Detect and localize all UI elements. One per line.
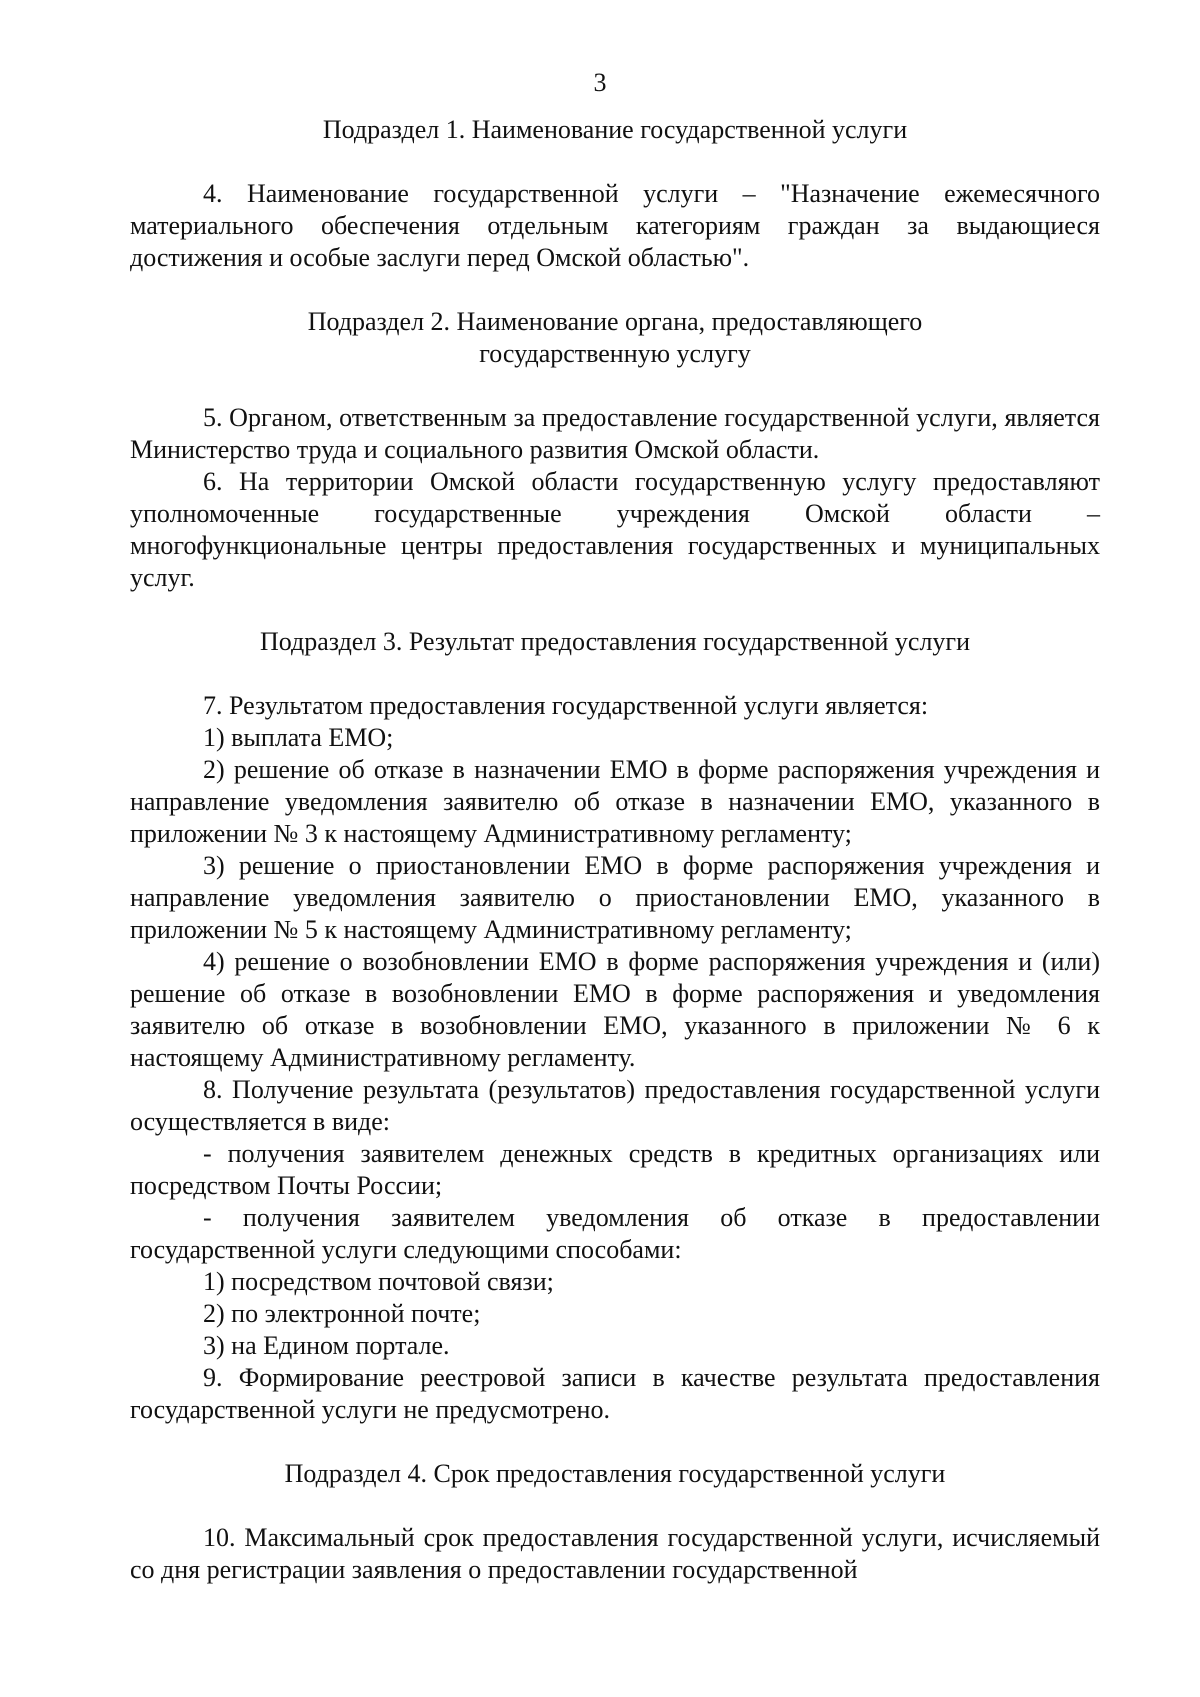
section-heading-4	[130, 1458, 1100, 1490]
document-body	[130, 114, 1100, 1586]
list-item-7-2: 2) решение об отказе в назначении ЕМО в форме распоряжения учреждения и направление уведомления заявителю об отказе в назначении ЕМО, указанного в приложении № 3 к настоящему Административному регламенту;	[130, 755, 1100, 848]
section-heading-3-line-1: Подраздел 3. Результат предоставления государственной услуги	[259, 627, 971, 656]
list-item-7-3: 3) решение о приостановлении ЕМО в форме распоряжения учреждения и направление уведомления заявителю о приостановлении ЕМО, указанного в приложении № 5 к настоящему Административному регламенту;	[130, 851, 1100, 944]
paragraph-7: 7. Результатом предоставления государственной услуги является:	[203, 691, 929, 720]
section-heading-2-line-1: Подраздел 2. Наименование органа, предоставляющего	[307, 307, 923, 336]
paragraph-4: 4. Наименование государственной услуги – "Назначение ежемесячного материального обеспечения отдельным категориям граждан за выдающиеся достижения и особые заслуги перед Омской областью".	[130, 179, 1100, 272]
list-item-8-b-1: 1) посредством почтовой связи;	[203, 1267, 554, 1296]
list-item-8-a: - получения заявителем денежных средств в кредитных организациях или посредством Почты России;	[130, 1139, 1100, 1200]
list-item-8-b-2: 2) по электронной почте;	[203, 1299, 481, 1328]
paragraph-8: 8. Получение результата (результатов) предоставления государственной услуги осуществляется в виде:	[130, 1075, 1100, 1136]
section-heading-2-line-2: государственную услугу	[479, 339, 751, 368]
section-heading-4-line-1: Подраздел 4. Срок предоставления государственной услуги	[284, 1459, 946, 1488]
paragraph-9: 9. Формирование реестровой записи в качестве результата предоставления государственной услуги не предусмотрено.	[130, 1363, 1100, 1424]
list-item-7-4: 4) решение о возобновлении ЕМО в форме распоряжения учреждения и (или) решение об отказе в возобновлении ЕМО в форме распоряжения и уведомления заявителю об отказе в возобновлении ЕМО, указанного в приложении № 6 к настоящему Административному регламенту.	[130, 947, 1100, 1072]
paragraph-10: 10. Максимальный срок предоставления государственной услуги, исчисляемый со дня регистрации заявления о предоставлении государственной	[130, 1523, 1100, 1584]
section-heading-1	[130, 114, 1100, 146]
page-number: 3	[593, 68, 607, 97]
list-item-7-1: 1) выплата ЕМО;	[203, 723, 394, 752]
list-item-8-b-3: 3) на Едином портале.	[203, 1331, 450, 1360]
section-heading-1-line-1: Подраздел 1. Наименование государственной услуги	[322, 115, 908, 144]
section-heading-2	[130, 306, 1100, 370]
paragraph-6: 6. На территории Омской области государственную услугу предоставляют уполномоченные государственные учреждения Омской области – многофункциональные центры предоставления государственных и муниципальных услуг.	[130, 467, 1100, 592]
list-item-8-b: - получения заявителем уведомления об отказе в предоставлении государственной услуги следующими способами:	[130, 1203, 1100, 1264]
section-heading-3	[130, 626, 1100, 658]
paragraph-5: 5. Органом, ответственным за предоставление государственной услуги, является Министерство труда и социального развития Омской области.	[130, 403, 1100, 464]
